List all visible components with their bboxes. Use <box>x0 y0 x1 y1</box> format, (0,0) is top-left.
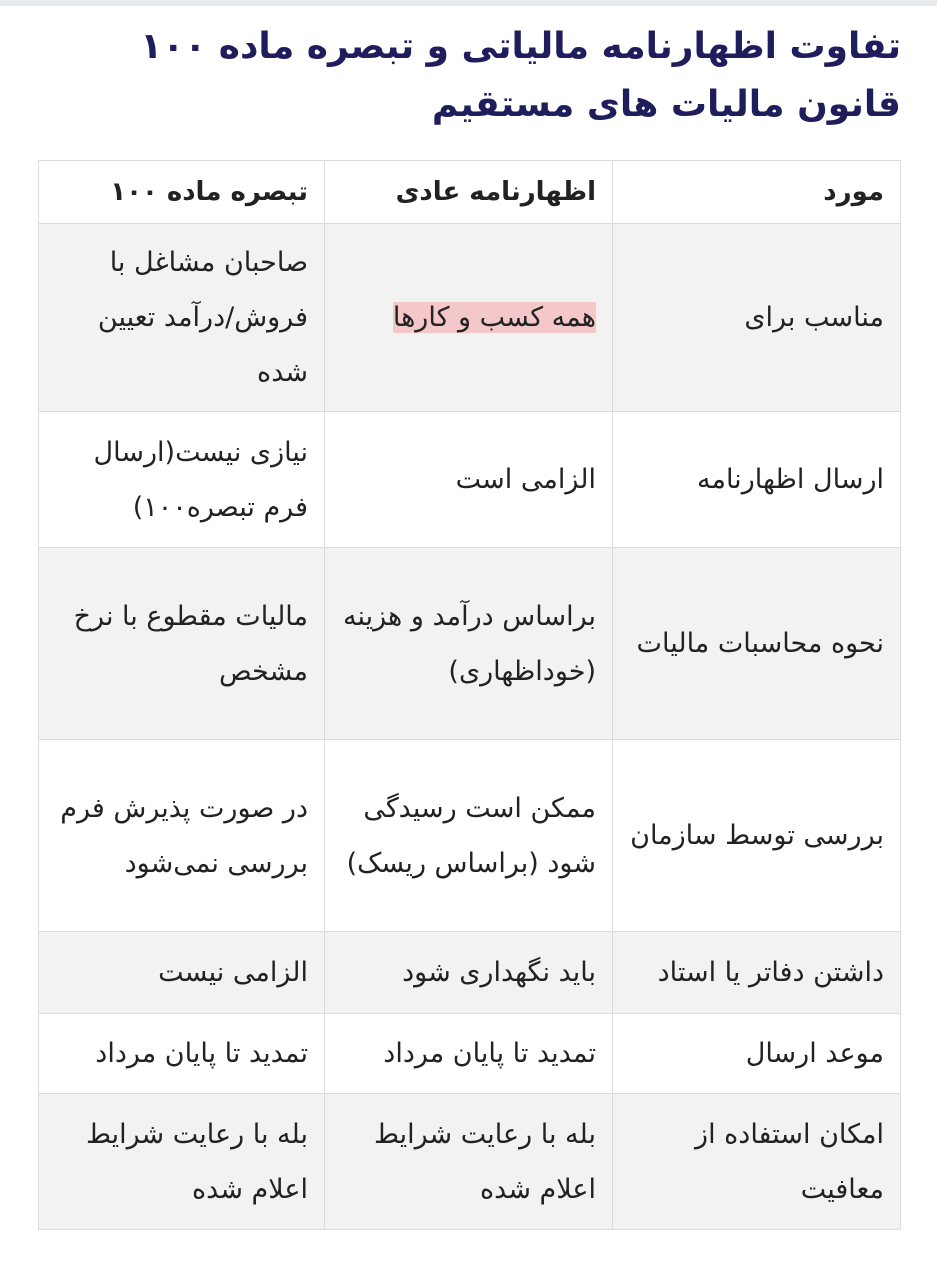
row-article100-cell: نیازی نیست(ارسال فرم تبصره۱۰۰) <box>39 412 325 548</box>
row-regular-cell: باید نگهداری شود <box>325 932 613 1014</box>
row-item-cell: نحوه محاسبات مالیات <box>613 548 901 740</box>
row-regular-cell: بله با رعایت شرایط اعلام شده <box>325 1094 613 1230</box>
row-item-cell: مناسب برای <box>613 224 901 412</box>
row-article100-cell: صاحبان مشاغل با فروش/درآمد تعیین شده <box>39 224 325 412</box>
table-row <box>39 1014 901 1094</box>
comparison-table <box>38 160 901 1230</box>
page-title: تفاوت اظهارنامه مالیاتی و تبصره ماده ۱۰۰ قانون مالیات های مستقیم <box>140 26 901 125</box>
row-article100-cell: بله با رعایت شرایط اعلام شده <box>39 1094 325 1230</box>
row-item-cell: امکان استفاده از معافیت <box>613 1094 901 1230</box>
row-regular-cell: براساس درآمد و هزینه (خوداظهاری) <box>325 548 613 740</box>
row-item-cell: بررسی توسط سازمان <box>613 740 901 932</box>
header-regular-return: اظهارنامه عادی <box>325 161 613 224</box>
table-row <box>39 412 901 548</box>
table-header-row <box>39 161 901 224</box>
row-regular-cell <box>325 224 613 412</box>
row-article100-cell: تمدید تا پایان مرداد <box>39 1014 325 1094</box>
highlighted-text: همه کسب و کارها <box>392 302 596 333</box>
top-strip <box>0 0 937 6</box>
row-article100-cell: در صورت پذیرش فرم بررسی نمی‌شود <box>39 740 325 932</box>
table-row <box>39 548 901 740</box>
header-article-100: تبصره ماده ۱۰۰ <box>39 161 325 224</box>
row-item-cell: ارسال اظهارنامه <box>613 412 901 548</box>
table-row <box>39 224 901 412</box>
row-regular-cell: الزامی است <box>325 412 613 548</box>
header-item: مورد <box>613 161 901 224</box>
row-regular-cell: ممکن است رسیدگی شود (براساس ریسک) <box>325 740 613 932</box>
row-regular-cell: تمدید تا پایان مرداد <box>325 1014 613 1094</box>
table-row <box>39 932 901 1014</box>
row-article100-cell: الزامی نیست <box>39 932 325 1014</box>
row-article100-cell: مالیات مقطوع با نرخ مشخص <box>39 548 325 740</box>
table-row <box>39 1094 901 1230</box>
table-row <box>39 740 901 932</box>
row-item-cell: داشتن دفاتر یا استاد <box>613 932 901 1014</box>
row-item-cell: موعد ارسال <box>613 1014 901 1094</box>
